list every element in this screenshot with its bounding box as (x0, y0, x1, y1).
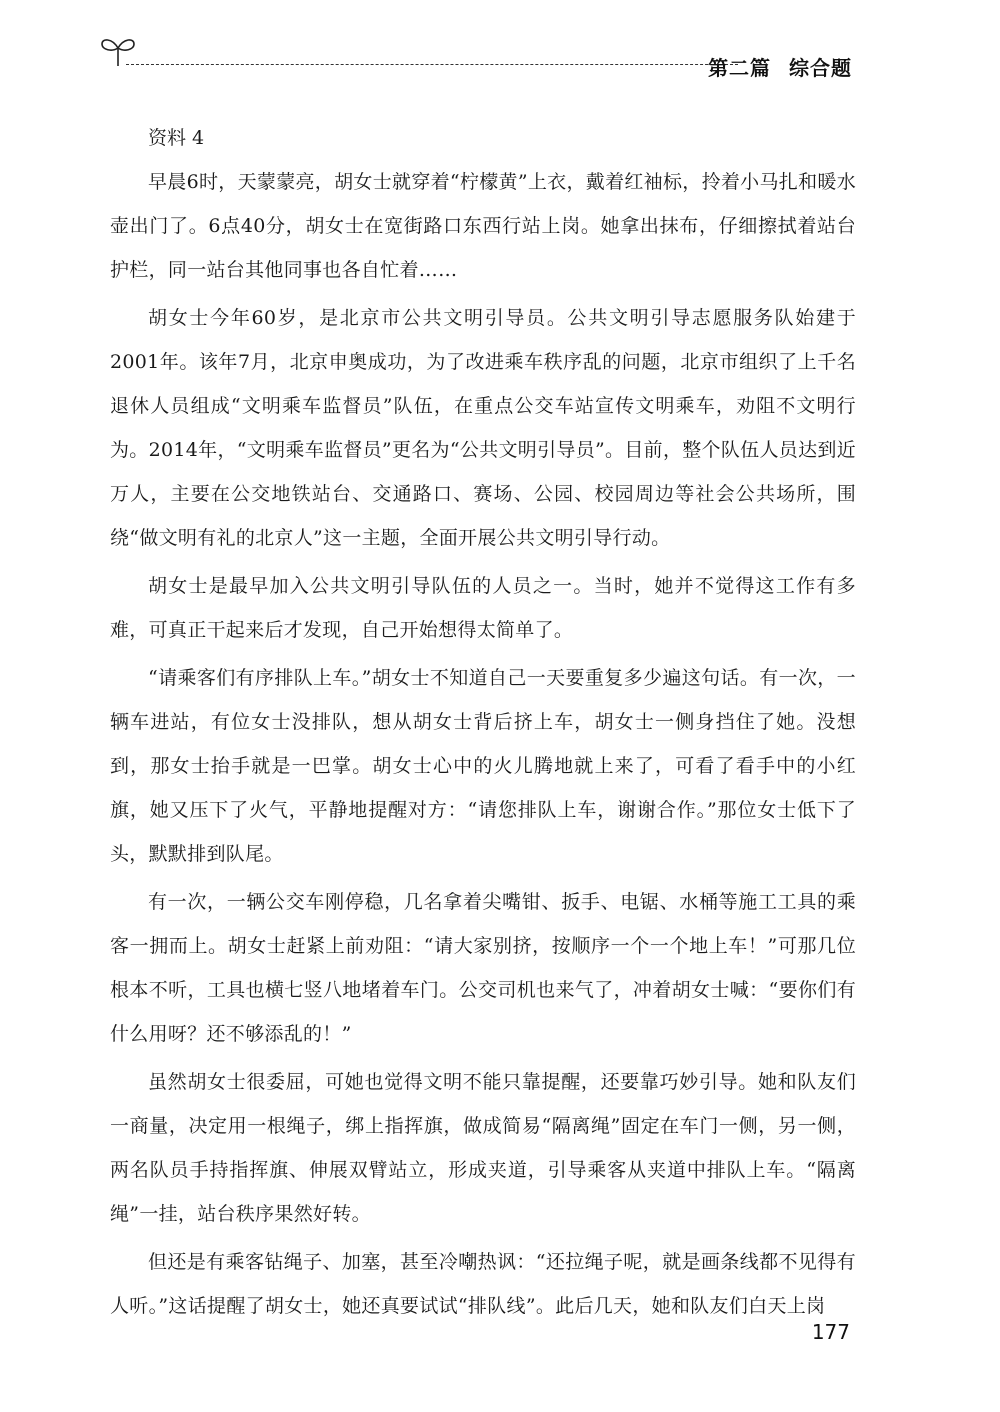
page-body (110, 116, 856, 1332)
paragraph-3: 胡女士是最早加入公共文明引导队伍的人员之一。当时，她并不觉得这工作有多难，可真正干起来后才发现，自己开始想得太简单了。 (110, 575, 856, 641)
paragraph-7: 但还是有乘客钻绳子、加塞，甚至冷嘲热讽：“还拉绳子呢，就是画条线都不见得有人听。”这话提醒了胡女士，她还真要试试“排队线”。此后几天，她和队友们白天上岗 (110, 1251, 856, 1317)
header-divider (126, 64, 738, 65)
page-number: 177 (811, 1320, 850, 1344)
header-part: 第二篇 (708, 56, 771, 80)
material-title: 资料 4 (148, 127, 205, 149)
paragraph-4: “请乘客们有序排队上车。”胡女士不知道自己一天要重复多少遍这句话。有一次，一辆车进站，有位女士没排队，想从胡女士背后挤上车，胡女士一侧身挡住了她。没想到，那女士抬手就是一巴掌。胡女士心中的火儿腾地就上来了，可看了看手中的小红旗，她又压下了火气，平静地提醒对方：“请您排队上车，谢谢合作。”那位女士低下了头，默默排到队尾。 (110, 667, 856, 865)
running-header (708, 52, 852, 81)
paragraph-6: 虽然胡女士很委屈，可她也觉得文明不能只靠提醒，还要靠巧妙引导。她和队友们一商量，决定用一根绳子，绑上指挥旗，做成简易“隔离绳”固定在车门一侧，另一侧，两名队员手持指挥旗、伸展双臂站立，形成夹道，引导乘客从夹道中排队上车。“隔离绳”一挂，站台秩序果然好转。 (110, 1071, 856, 1225)
header-section: 综合题 (789, 56, 852, 80)
paragraph-5: 有一次，一辆公交车刚停稳，几名拿着尖嘴钳、扳手、电锯、水桶等施工工具的乘客一拥而上。胡女士赶紧上前劝阻：“请大家别挤，按顺序一个一个地上车！”可那几位根本不听，工具也横七竖八地堵着车门。公交司机也来气了，冲着胡女士喊：“要你们有什么用呀？还不够添乱的！” (110, 891, 856, 1045)
page-header (98, 30, 858, 80)
paragraph-1: 早晨6时，天蒙蒙亮，胡女士就穿着“柠檬黄”上衣，戴着红袖标，拎着小马扎和暖水壶出门了。6点40分，胡女士在宽街路口东西行站上岗。她拿出抹布，仔细擦拭着站台护栏，同一站台其他同事也各自忙着…… (110, 171, 856, 281)
paragraph-2: 胡女士今年60岁，是北京市公共文明引导员。公共文明引导志愿服务队始建于2001年。该年7月，北京申奥成功，为了改进乘车秩序乱的问题，北京市组织了上千名退休人员组成“文明乘车监督员”队伍，在重点公交车站宣传文明乘车，劝阻不文明行为。2014年，“文明乘车监督员”更名为“公共文明引导员”。目前，整个队伍人员达到近万人，主要在公交地铁站台、交通路口、赛场、公园、校园周边等社会公共场所，围绕“做文明有礼的北京人”这一主题，全面开展公共文明引导行动。 (110, 307, 856, 549)
